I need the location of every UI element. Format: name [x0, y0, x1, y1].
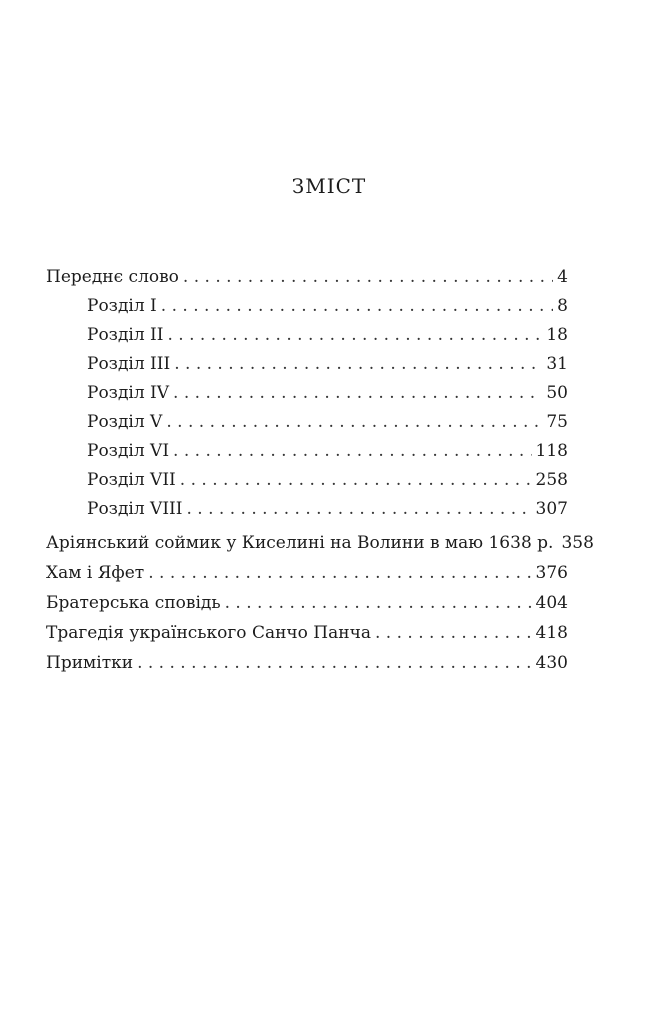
toc-entry-tragedy-sancho-panza[interactable] [46, 618, 568, 648]
dot-leader [137, 648, 531, 678]
toc-entry-page: 18 [546, 325, 568, 345]
toc-entry-chapter-2[interactable] [46, 321, 568, 350]
dot-leader [166, 408, 542, 437]
toc-entry-page: 404 [535, 593, 568, 613]
toc-entry-page: 358 [561, 533, 594, 553]
toc-entry-label: Розділ ІІІ [87, 354, 171, 374]
toc-entry-arian-soymik[interactable] [46, 528, 594, 558]
toc-entry-brotherly-confession[interactable] [46, 588, 568, 618]
dot-leader [180, 466, 532, 495]
toc-entry-chapter-4[interactable] [46, 379, 568, 408]
toc-entry-page: 118 [535, 441, 568, 461]
toc-entry-label: Аріянський соймик у Киселині на Волини в маю 1638 р. [46, 533, 554, 553]
dot-leader [186, 495, 531, 524]
toc-entry-ham-and-yafet[interactable] [46, 558, 568, 588]
toc-entry-label: Переднє слово [46, 267, 179, 287]
table-of-contents [46, 262, 594, 678]
dot-leader [183, 262, 553, 292]
toc-entry-chapter-1[interactable] [46, 292, 568, 321]
toc-entry-label: Хам і Яфет [46, 563, 145, 583]
dot-leader [173, 437, 532, 466]
toc-entry-label: Трагедія українського Санчо Панча [46, 623, 371, 643]
dot-leader [173, 379, 542, 408]
toc-entry-label: Розділ І [87, 296, 157, 316]
toc-entry-page: 50 [546, 383, 568, 403]
toc-entry-chapter-5[interactable] [46, 408, 568, 437]
toc-entry-chapter-8[interactable] [46, 495, 568, 524]
toc-entry-label: Розділ VIII [87, 499, 183, 519]
dot-leader [167, 321, 542, 350]
toc-entry-notes[interactable] [46, 648, 568, 678]
toc-entry-label: Розділ IV [87, 383, 170, 403]
toc-entry-label: Примітки [46, 653, 134, 673]
toc-entry-label: Розділ VII [87, 470, 176, 490]
dot-leader [375, 618, 532, 648]
toc-entry-page: 307 [535, 499, 568, 519]
toc-entry-page: 376 [535, 563, 568, 583]
toc-entry-page: 418 [535, 623, 568, 643]
toc-entry-page: 31 [546, 354, 568, 374]
toc-entry-chapter-7[interactable] [46, 466, 568, 495]
toc-entry-label: Розділ ІІ [87, 325, 164, 345]
dot-leader [161, 292, 553, 321]
toc-entry-chapter-3[interactable] [46, 350, 568, 379]
toc-entry-label: Розділ VI [87, 441, 170, 461]
dot-leader [174, 350, 542, 379]
page-title: ЗМІСТ [291, 174, 367, 198]
toc-entry-page: 75 [546, 412, 568, 432]
dot-leader [148, 558, 531, 588]
toc-entry-page: 8 [557, 296, 568, 316]
toc-entry-page: 258 [535, 470, 568, 490]
dot-leader [225, 588, 532, 618]
toc-entry-foreword[interactable] [46, 262, 568, 292]
toc-entry-page: 4 [557, 267, 568, 287]
toc-entry-chapter-6[interactable] [46, 437, 568, 466]
toc-entry-label: Братерська сповідь [46, 593, 221, 613]
toc-entry-page: 430 [535, 653, 568, 673]
toc-entry-label: Розділ V [87, 412, 163, 432]
